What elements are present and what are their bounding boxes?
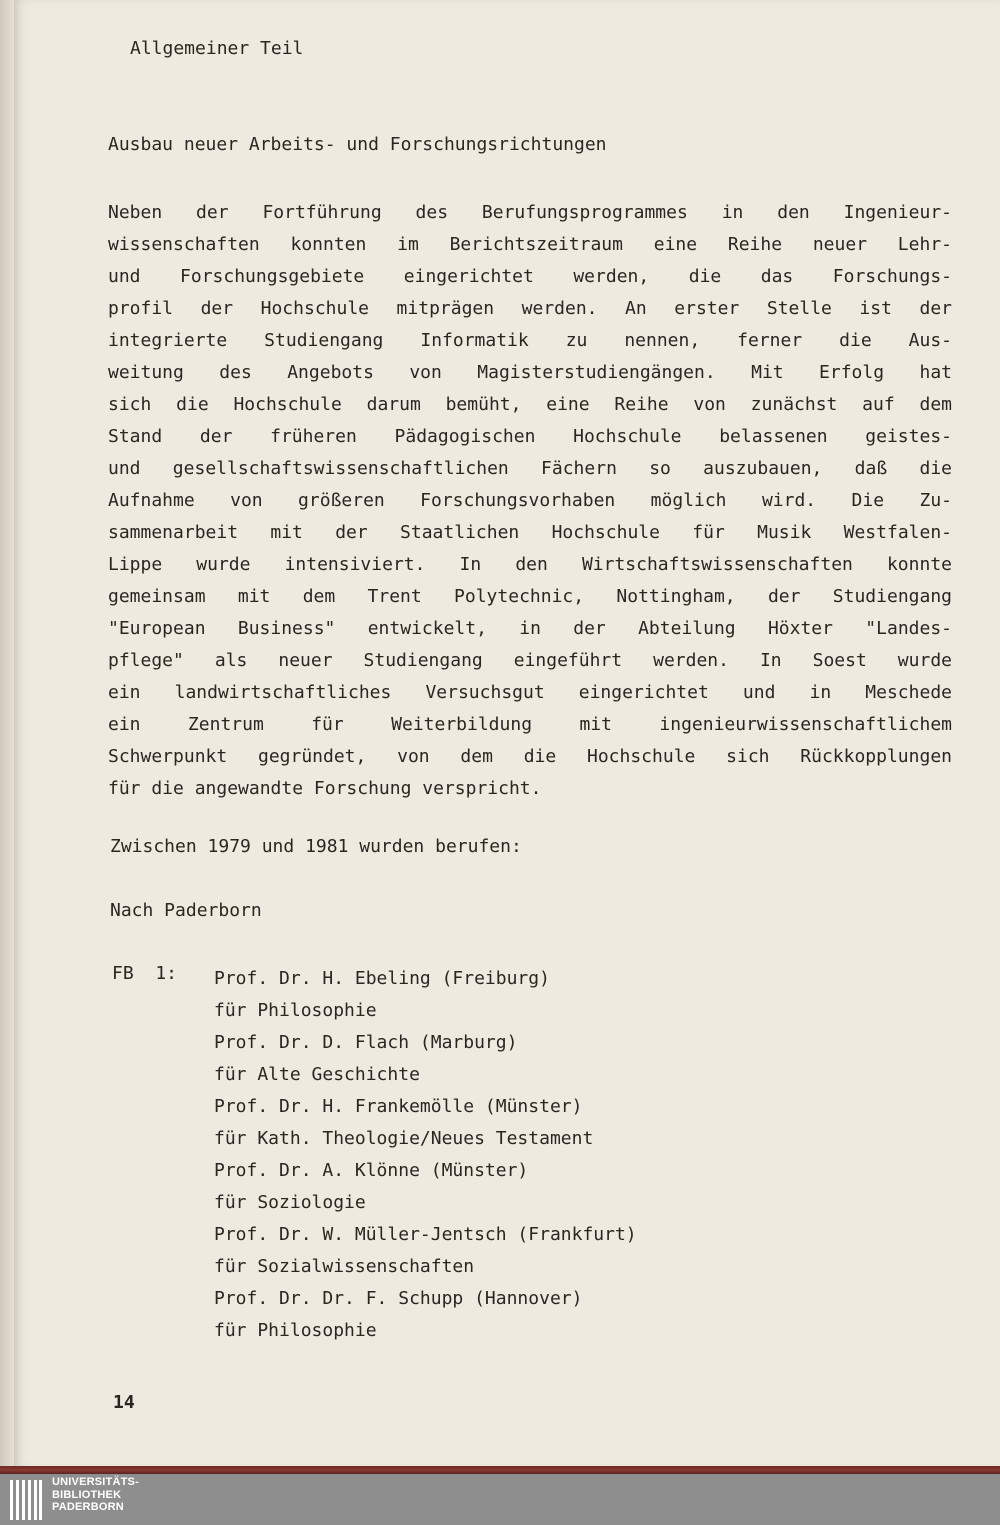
paragraph-line: gemeinsam mit dem Trent Polytechnic, Nottingham, der Studiengang (108, 586, 952, 607)
page-number: 14 (113, 1392, 135, 1413)
paragraph-line: sammenarbeit mit der Staatlichen Hochschule für Musik Westfalen- (108, 522, 952, 543)
paragraph-line: pflege" als neuer Studiengang eingeführt werden. In Soest wurde (108, 650, 952, 671)
logo-line: UNIVERSITÄTS- (52, 1476, 139, 1488)
paragraph-line: Aufnahme von größeren Forschungsvorhaben möglich wird. Die Zu- (108, 490, 952, 511)
page-binding-strip (0, 0, 14, 1468)
paragraph-line: integrierte Studiengang Informatik zu nennen, ferner die Aus- (108, 330, 952, 351)
appointments-intro: Zwischen 1979 und 1981 wurden berufen: (110, 836, 522, 857)
paragraph-line: ein landwirtschaftliches Versuchsgut eingerichtet und in Meschede (108, 682, 952, 703)
library-logo-icon (8, 1476, 44, 1522)
paragraph-line: wissenschaften konnten im Berichtszeitraum eine Reihe neuer Lehr- (108, 234, 952, 255)
paragraph-line: Schwerpunkt gegründet, von dem die Hochschule sich Rückkopplungen (108, 746, 952, 767)
list-item: für Sozialwissenschaften (214, 1256, 475, 1277)
paragraph-line: Neben der Fortführung des Berufungsprogrammes in den Ingenieur- (108, 202, 952, 223)
paragraph-line: ein Zentrum für Weiterbildung mit ingenieurwissenschaftlichem (108, 714, 952, 735)
list-item: für Kath. Theologie/Neues Testament (214, 1128, 594, 1149)
list-item: Prof. Dr. Dr. F. Schupp (Hannover) (214, 1288, 583, 1309)
list-item: Prof. Dr. H. Frankemölle (Münster) (214, 1096, 583, 1117)
paragraph-line: für die angewandte Forschung verspricht. (108, 778, 542, 799)
library-footer-bar (0, 1474, 1000, 1525)
paragraph-line: Stand der früheren Pädagogischen Hochschule belassenen geistes- (108, 426, 952, 447)
paragraph-line: und Forschungsgebiete eingerichtet werden, die das Forschungs- (108, 266, 952, 287)
logo-line: PADERBORN (52, 1501, 124, 1513)
paragraph-line: "European Business" entwickelt, in der Abteilung Höxter "Landes- (108, 618, 952, 639)
logo-line: BIBLIOTHEK (52, 1488, 122, 1501)
paragraph-line: sich die Hochschule darum bemüht, eine Reihe von zunächst auf dem (108, 394, 952, 415)
section-title: Ausbau neuer Arbeits- und Forschungsrichtungen (108, 134, 607, 155)
library-logo-text (52, 1476, 139, 1514)
list-item: für Alte Geschichte (214, 1064, 420, 1085)
list-item: Prof. Dr. H. Ebeling (Freiburg) (214, 968, 550, 989)
list-item: Prof. Dr. A. Klönne (Münster) (214, 1160, 529, 1181)
body-paragraph (108, 197, 952, 805)
list-item: für Soziologie (214, 1192, 366, 1213)
list-item: Prof. Dr. D. Flach (Marburg) (214, 1032, 518, 1053)
appointments-list (214, 963, 637, 1347)
department-label: FB 1: (112, 963, 178, 984)
paragraph-line: und gesellschaftswissenschaftlichen Fächern so auszubauen, daß die (108, 458, 952, 479)
book-edge (0, 1466, 1000, 1474)
list-item: für Philosophie (214, 1320, 377, 1341)
paragraph-line: profil der Hochschule mitprägen werden. An erster Stelle ist der (108, 298, 952, 319)
appointments-destination: Nach Paderborn (110, 900, 262, 921)
list-item: Prof. Dr. W. Müller-Jentsch (Frankfurt) (214, 1224, 637, 1245)
list-item: für Philosophie (214, 1000, 377, 1021)
running-head: Allgemeiner Teil (130, 38, 304, 59)
paragraph-line: Lippe wurde intensiviert. In den Wirtschaftswissenschaften konnte (108, 554, 952, 575)
paragraph-line: weitung des Angebots von Magisterstudiengängen. Mit Erfolg hat (108, 362, 952, 383)
